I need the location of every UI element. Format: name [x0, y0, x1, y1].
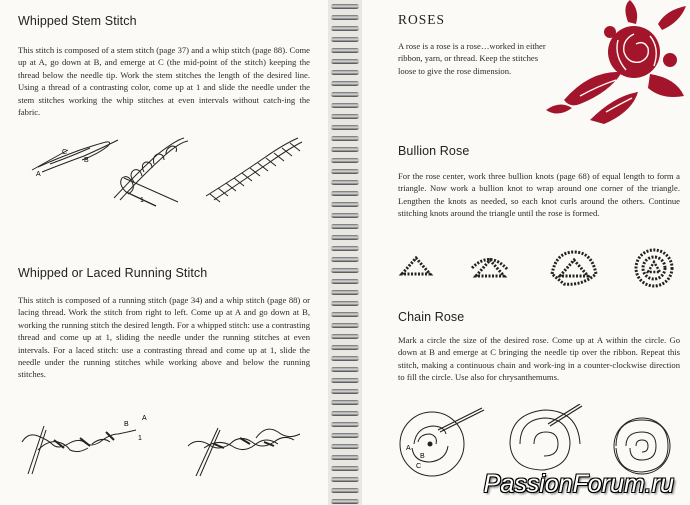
- binding-ring: [331, 290, 359, 295]
- binding-ring: [331, 59, 359, 64]
- roses-intro-text: A rose is a rose is a rose…worked in either ribbon, yarn, or thread. Keep the stitches loose to give the rose dimension.: [398, 41, 546, 76]
- binding-ring: [331, 202, 359, 207]
- binding-ring: [331, 301, 359, 306]
- binding-ring: [331, 191, 359, 196]
- binding-ring: [331, 477, 359, 482]
- whipped-laced-running-stitch-diagram: [18, 404, 318, 484]
- binding-ring: [331, 356, 359, 361]
- binding-ring: [331, 213, 359, 218]
- binding-ring: [331, 92, 359, 97]
- binding-ring: [331, 224, 359, 229]
- binding-ring: [331, 334, 359, 339]
- label-c-chain: C: [416, 463, 422, 470]
- binding-ring: [331, 37, 359, 42]
- binding-ring: [331, 389, 359, 394]
- watermark-text: PassionForum.ru: [483, 470, 674, 498]
- binding-ring: [331, 180, 359, 185]
- binding-ring: [331, 257, 359, 262]
- binding-ring: [331, 158, 359, 163]
- binding-ring: [331, 136, 359, 141]
- binding-ring: [331, 345, 359, 350]
- roses-title: ROSES: [398, 12, 446, 27]
- label-a-running: A: [142, 415, 147, 422]
- binding-ring: [331, 444, 359, 449]
- binding-ring: [331, 422, 359, 427]
- binding-ring: [331, 433, 359, 438]
- rose-illustration: [530, 0, 688, 130]
- whipped-stem-stitch-title: Whipped Stem Stitch: [18, 14, 137, 28]
- binding-ring: [331, 114, 359, 119]
- chain-rose-title: Chain Rose: [398, 310, 465, 324]
- binding-ring: [331, 312, 359, 317]
- bullion-rose-title: Bullion Rose: [398, 144, 470, 158]
- binding-ring: [331, 103, 359, 108]
- label-a-chain: A: [406, 445, 411, 452]
- binding-ring: [331, 81, 359, 86]
- label-b-running: B: [124, 421, 129, 428]
- whipped-laced-running-stitch-title: Whipped or Laced Running Stitch: [18, 266, 208, 280]
- binding-ring: [331, 455, 359, 460]
- binding-ring: [331, 499, 359, 504]
- chain-rose-text: Mark a circle the size of the desired rose. Come up at A within the circle. Go down at B and emerge at C bringing the needle tip over the ribbon. Repeat this stitch, making a continuous chain and work-ing in a counter-clockwise direction to fill the circle. Use also for chrysanthemums.: [398, 335, 680, 383]
- binding-ring: [331, 367, 359, 372]
- binding-ring: [331, 323, 359, 328]
- binding-ring: [331, 26, 359, 31]
- binding-ring: [331, 48, 359, 53]
- binding-ring: [331, 15, 359, 20]
- label-c: C: [62, 149, 68, 156]
- bullion-rose-diagrams: [392, 244, 688, 294]
- binding-ring: [331, 411, 359, 416]
- right-page: [362, 0, 690, 505]
- label-b: B: [84, 157, 89, 164]
- binding-ring: [331, 488, 359, 493]
- binding-ring: [331, 378, 359, 383]
- binding-ring: [331, 235, 359, 240]
- binding-ring: [331, 147, 359, 152]
- whipped-stem-stitch-diagram: [28, 132, 308, 212]
- label-b-chain: B: [420, 453, 425, 460]
- whipped-stem-stitch-text: This stitch is composed of a stem stitch (page 37) and a whip stitch (page 88). Come up at A, go down at B, and emerge at C (the mid-point of the stitch) keeping the thread below the needle tip. Work the stem stitches the length of the desired line. Using a thread of a contrasting color, come up at 1 and slide the needle under the stem stitches working the whip stitches at even intervals without catch-ing the fabric.: [18, 45, 310, 118]
- binding-ring: [331, 125, 359, 130]
- label-1-running: 1: [138, 435, 142, 442]
- binding-ring: [331, 70, 359, 75]
- binding-ring: [331, 279, 359, 284]
- spiral-binding: [328, 0, 362, 505]
- binding-ring: [331, 466, 359, 471]
- binding-ring: [331, 246, 359, 251]
- whipped-laced-running-stitch-text: This stitch is composed of a running stitch (page 34) and a whip stitch (page 88) or lacing thread. Work the stitch from right to left. Come up at A and go down at B, working the running stitch the desired length. For a whipped stitch: use a contrasting thread and come up at 1, sliding the needle under the running stitches at even intervals. For a laced stitch: use a contrasting thread and come up at 1, slide the needle under the running stitches while working above and below the running stitches.: [18, 295, 310, 380]
- binding-ring: [331, 400, 359, 405]
- label-1: 1: [140, 197, 144, 204]
- binding-ring: [331, 4, 359, 9]
- label-a: A: [36, 171, 41, 178]
- bullion-rose-text: For the rose center, work three bullion knots (page 68) of equal length to form a triangle. Now work a bullion knot to wrap around one corner of the triangle. Lengthen the knots as needed, so each knot curls around the others. Continue stitching knots around the triangle until the rose is formed.: [398, 171, 680, 219]
- binding-ring: [331, 268, 359, 273]
- left-page: [0, 0, 328, 505]
- binding-ring: [331, 169, 359, 174]
